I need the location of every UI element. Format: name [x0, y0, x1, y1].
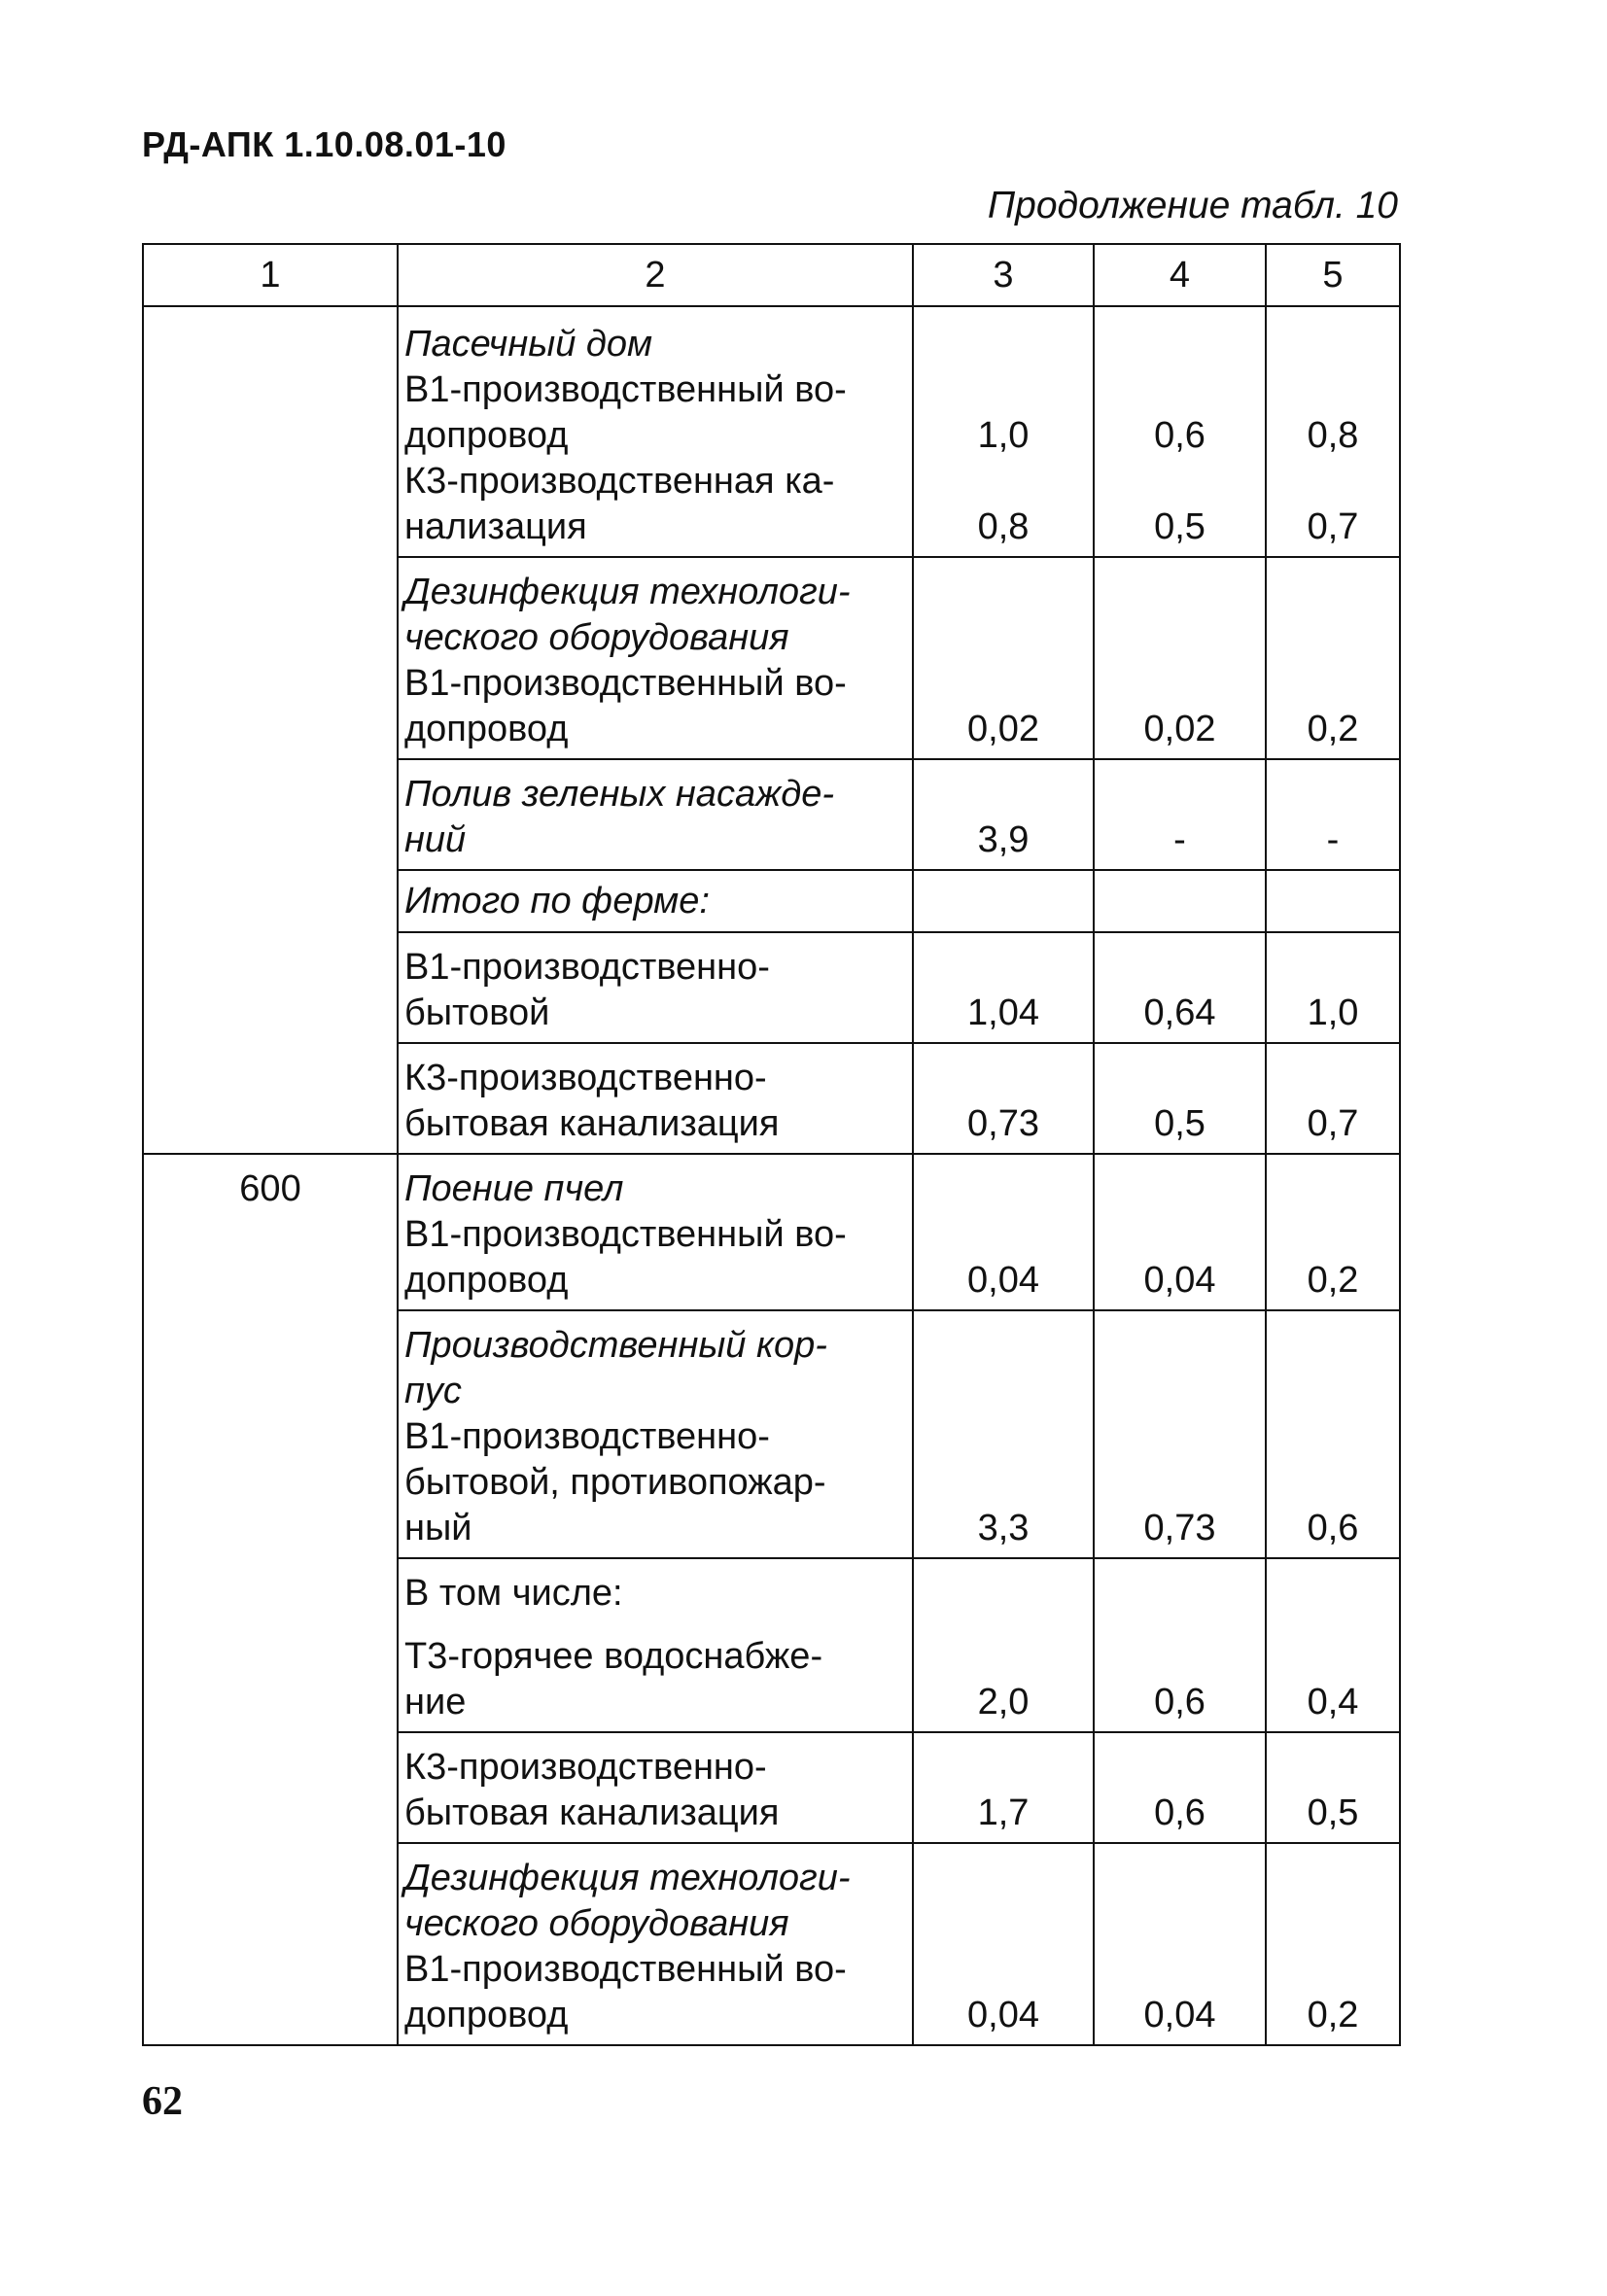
- value-cell: 1,0 0,8: [913, 306, 1094, 557]
- value-cell: 0,04: [913, 1843, 1094, 2045]
- value-cell: [1266, 870, 1400, 932]
- description-cell: В том числе:: [398, 1558, 913, 1622]
- description-cell: Производственный кор- пус В1-производственно- бытовой, противопожар- ный: [398, 1310, 913, 1558]
- column-header: 1: [143, 244, 398, 306]
- value-cell: 0,73: [913, 1043, 1094, 1154]
- table-row: [143, 1154, 1400, 1310]
- value-cell: 0,8 0,7: [1266, 306, 1400, 557]
- value-cell: 0,4: [1266, 1558, 1400, 1732]
- value-cell: 1,7: [913, 1732, 1094, 1843]
- document-code: РД-АПК 1.10.08.01-10: [142, 124, 507, 164]
- table-header-row: [143, 244, 1400, 306]
- value-cell: 0,6: [1266, 1310, 1400, 1558]
- description-cell: В1-производственно- бытовой: [398, 932, 913, 1043]
- value-cell: 0,5: [1094, 1043, 1266, 1154]
- description-cell: Дезинфекция технологи- ческого оборудования В1-производственный во- допровод: [398, 557, 913, 759]
- value-cell: 0,04: [1094, 1843, 1266, 2045]
- value-cell: 0,5: [1266, 1732, 1400, 1843]
- value-cell: 0,7: [1266, 1043, 1400, 1154]
- value-cell: 0,2: [1266, 1154, 1400, 1310]
- value-cell: 1,0: [1266, 932, 1400, 1043]
- value-cell: 3,9: [913, 759, 1094, 870]
- description-cell: Полив зеленых насажде- ний: [398, 759, 913, 870]
- value-cell: 0,04: [1094, 1154, 1266, 1310]
- value-cell: 0,6: [1094, 1558, 1266, 1732]
- value-cell: 0,6: [1094, 1732, 1266, 1843]
- group-code-cell: 600: [143, 1154, 398, 2045]
- column-header: 2: [398, 244, 913, 306]
- value-cell: 3,3: [913, 1310, 1094, 1558]
- value-cell: 0,02: [913, 557, 1094, 759]
- description-cell: Итого по ферме:: [398, 870, 913, 932]
- value-cell: 0,04: [913, 1154, 1094, 1310]
- description-cell: Дезинфекция технологи- ческого оборудования В1-производственный во- допровод: [398, 1843, 913, 2045]
- description-cell: Поение пчел В1-производственный во- допровод: [398, 1154, 913, 1310]
- description-cell: К3-производственно- бытовая канализация: [398, 1043, 913, 1154]
- description-cell: Т3-горячее водоснабже- ние: [398, 1622, 913, 1732]
- value-cell: [1094, 870, 1266, 932]
- water-consumption-table: [142, 243, 1401, 2046]
- value-cell: [913, 870, 1094, 932]
- column-header: 5: [1266, 244, 1400, 306]
- value-cell: -: [1094, 759, 1266, 870]
- value-cell: 0,64: [1094, 932, 1266, 1043]
- value-cell: -: [1266, 759, 1400, 870]
- value-cell: 0,6 0,5: [1094, 306, 1266, 557]
- group-code-cell: [143, 306, 398, 1154]
- table-continuation-label: Продолжение табл. 10: [987, 185, 1398, 226]
- page-number: 62: [142, 2079, 183, 2124]
- description-cell: Пасечный дом В1-производственный во- допровод К3-производственная ка- нализация: [398, 306, 913, 557]
- value-cell: 2,0: [913, 1558, 1094, 1732]
- table-row: [143, 306, 1400, 557]
- value-cell: 0,73: [1094, 1310, 1266, 1558]
- value-cell: 1,04: [913, 932, 1094, 1043]
- column-header: 3: [913, 244, 1094, 306]
- value-cell: 0,2: [1266, 1843, 1400, 2045]
- description-cell: К3-производственно- бытовая канализация: [398, 1732, 913, 1843]
- column-header: 4: [1094, 244, 1266, 306]
- value-cell: 0,02: [1094, 557, 1266, 759]
- value-cell: 0,2: [1266, 557, 1400, 759]
